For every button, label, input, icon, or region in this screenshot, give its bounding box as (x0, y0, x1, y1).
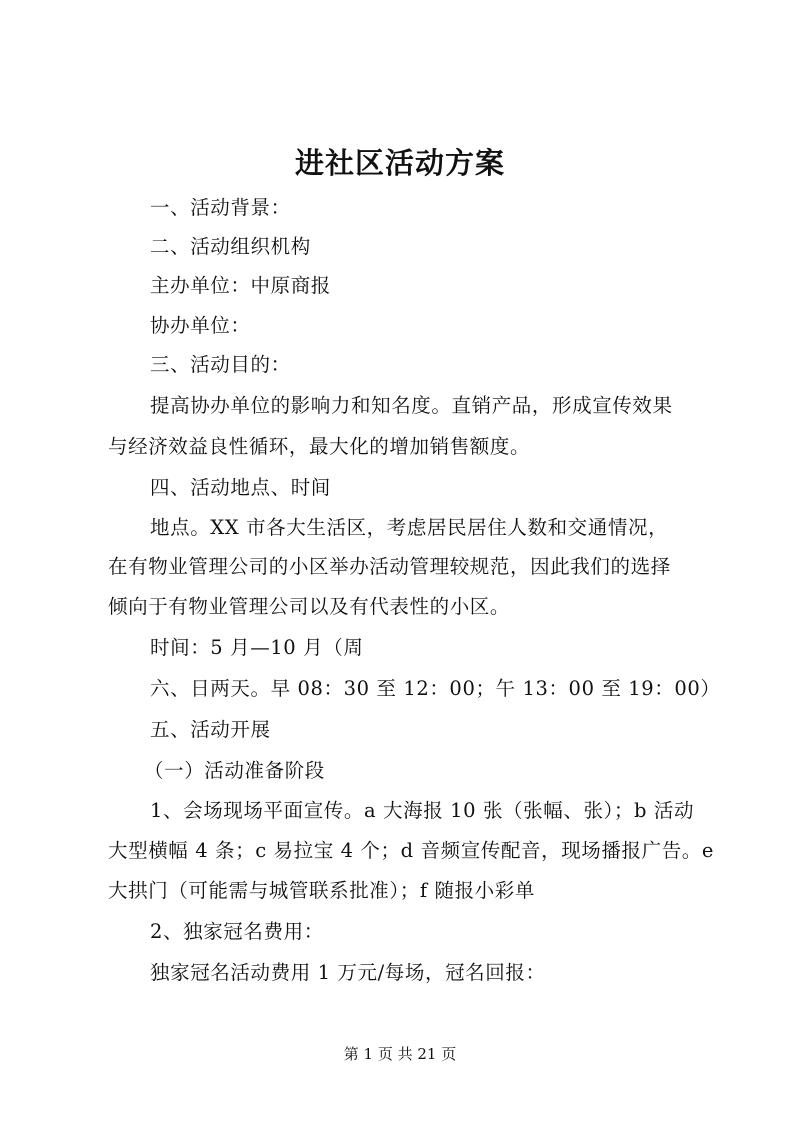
paragraph-naming-heading: 2、独家冠名费用： (150, 920, 324, 943)
section-heading-location-time: 四、活动地点、时间 (150, 476, 331, 499)
paragraph-time-line-1: 时间：5 月—10 月（周 (150, 636, 364, 659)
paragraph-publicity-line-3: 大拱门（可能需与城管联系批准）；f 随报小彩单 (108, 879, 535, 902)
page-number-footer: 第 1 页 共 21 页 (343, 1045, 457, 1063)
section-heading-background: 一、活动背景： (150, 196, 291, 219)
section-heading-activities: 五、活动开展 (150, 718, 271, 741)
paragraph-purpose-line-2: 与经济效益良性循环，最大化的增加销售额度。 (108, 435, 531, 458)
section-heading-organization: 二、活动组织机构 (150, 235, 311, 258)
paragraph-time-line-2: 六、日两天。早 08：30 至 12：00；午 13：00 至 19：00） (150, 677, 721, 700)
paragraph-location-line-1: 地点。XX 市各大生活区，考虑居民居住人数和交通情况， (150, 516, 669, 539)
paragraph-location-line-2: 在有物业管理公司的小区举办活动管理较规范，因此我们的选择 (108, 555, 671, 578)
paragraph-host: 主办单位：中原商报 (150, 274, 331, 297)
paragraph-publicity-line-2: 大型横幅 4 条；c 易拉宝 4 个；d 音频宣传配音，现场播报广告。e (108, 839, 715, 862)
subsection-heading-preparation: （一）活动准备阶段 (144, 759, 325, 782)
paragraph-naming-fee: 独家冠名活动费用 1 万元/每场，冠名回报： (150, 961, 546, 984)
paragraph-purpose-line-1: 提高协办单位的影响力和知名度。直销产品，形成宣传效果 (150, 394, 673, 417)
section-heading-purpose: 三、活动目的： (150, 353, 291, 376)
paragraph-co-organizer: 协办单位： (150, 314, 251, 337)
paragraph-location-line-3: 倾向于有物业管理公司以及有代表性的小区。 (108, 595, 511, 618)
paragraph-publicity-line-1: 1、会场现场平面宣传。a 大海报 10 张（张幅、张）；b 活动 (150, 799, 695, 822)
document-title: 进社区活动方案 (294, 146, 505, 180)
